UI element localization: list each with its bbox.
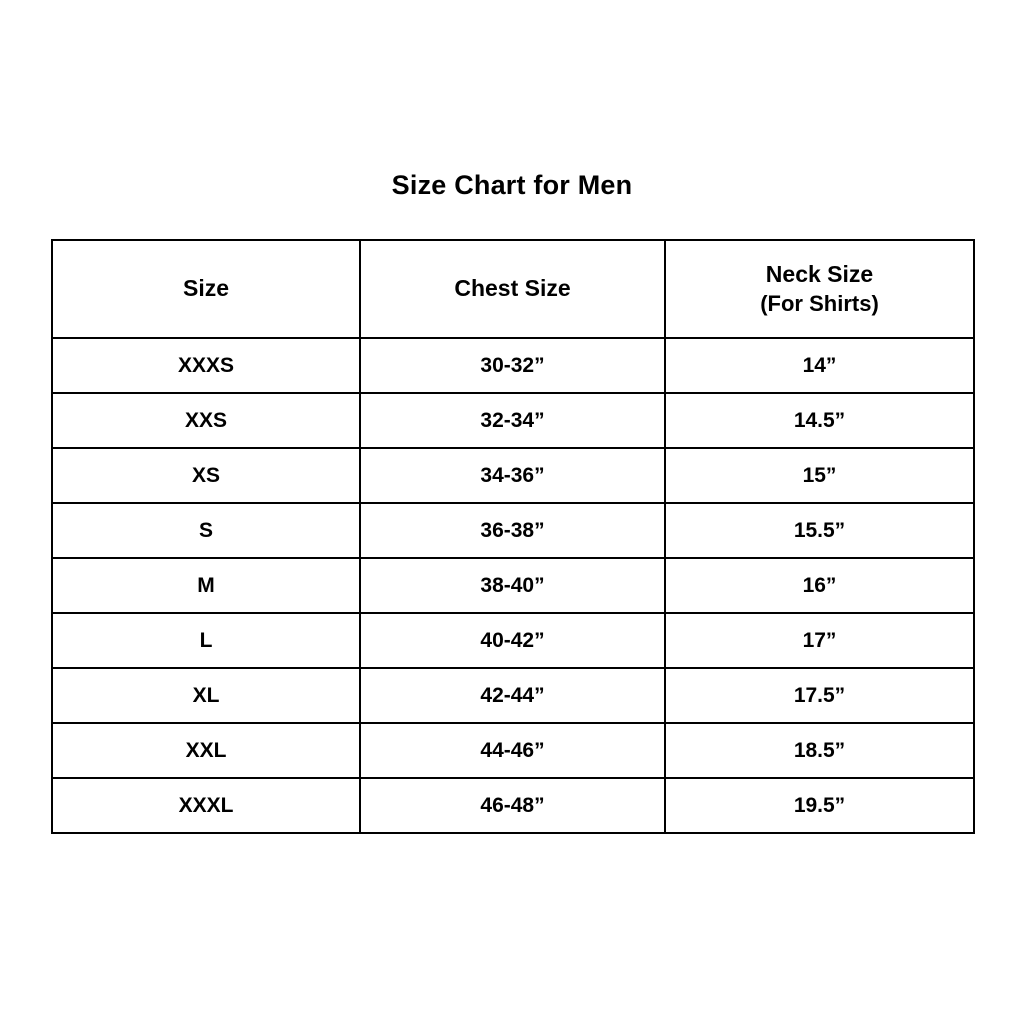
cell-neck: 14” [665,338,974,393]
table-row [52,448,974,503]
page-title: Size Chart for Men [391,170,633,200]
table-row [52,503,974,558]
table-row [52,778,974,833]
table-row [52,668,974,723]
cell-neck: 15.5” [665,503,974,558]
cell-size: XXXS [52,338,360,393]
cell-size: XS [52,448,360,503]
cell-chest: 38-40” [360,558,665,613]
cell-size: XXL [52,723,360,778]
cell-neck: 16” [665,558,974,613]
cell-chest: 46-48” [360,778,665,833]
table-row [52,558,974,613]
column-header-neck [665,240,974,338]
table-header-row [52,240,974,338]
cell-neck: 15” [665,448,974,503]
cell-size: XXS [52,393,360,448]
cell-chest: 44-46” [360,723,665,778]
cell-size: XL [52,668,360,723]
table-row [52,338,974,393]
cell-size: L [52,613,360,668]
cell-chest: 40-42” [360,613,665,668]
cell-neck: 19.5” [665,778,974,833]
cell-neck: 14.5” [665,393,974,448]
column-header-size-label: Size [182,275,230,302]
cell-chest: 42-44” [360,668,665,723]
column-header-chest [360,240,665,338]
column-header-neck-subtitle: (For Shirts) [760,290,879,316]
table-row [52,393,974,448]
column-header-neck-label: Neck Size [765,261,874,288]
cell-neck: 18.5” [665,723,974,778]
size-chart-table [51,239,975,834]
cell-chest: 30-32” [360,338,665,393]
table-row [52,723,974,778]
cell-size: XXXL [52,778,360,833]
column-header-size [52,240,360,338]
table-row [52,613,974,668]
cell-chest: 34-36” [360,448,665,503]
cell-chest: 36-38” [360,503,665,558]
cell-size: M [52,558,360,613]
cell-neck: 17.5” [665,668,974,723]
cell-chest: 32-34” [360,393,665,448]
column-header-chest-label: Chest Size [454,275,571,302]
cell-neck: 17” [665,613,974,668]
cell-size: S [52,503,360,558]
